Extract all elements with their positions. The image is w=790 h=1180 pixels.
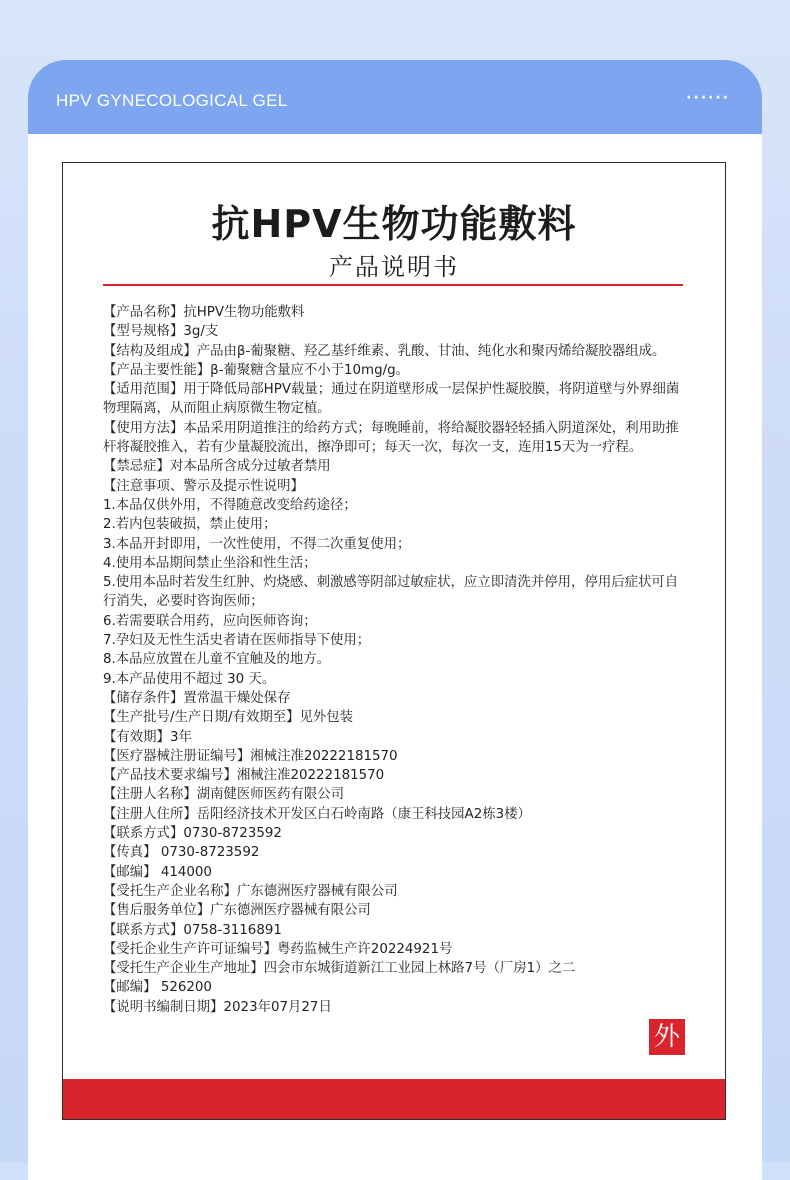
- body-line-compile-date: 【说明书编制日期】2023年07月27日: [103, 999, 332, 1015]
- body-line-precaution-2: 2.若内包装破损，禁止使用；: [103, 517, 277, 533]
- body-line-postcode-2: 【邮编】 526200: [103, 980, 212, 996]
- body-line-precautions-heading: 【注意事项、警示及提示性说明】: [103, 478, 304, 494]
- body-line-scope: 【适用范围】用于降低局部HPV载量；通过在阴道壁形成一层保护性凝胶膜，将阴道壁与外界细菌物理隔离，从而阻止病原微生物定植。: [103, 382, 680, 417]
- body-line-precaution-6: 6.若需要联合用药，应向医师咨询；: [103, 613, 317, 629]
- instruction-sheet: [62, 162, 726, 1120]
- body-line-precaution-4: 4.使用本品期间禁止坐浴和性生活；: [103, 555, 317, 571]
- body-line-precaution-3: 3.本品开封即用，一次性使用，不得二次重复使用；: [103, 536, 411, 552]
- body-line-usage: 【使用方法】本品采用阴道推注的给药方式；每晚睡前，将给凝胶器轻轻插入阴道深处，利用助推杆将凝胶推入，若有少量凝胶流出，擦净即可；每天一次，每次一支，连用15天为一疗程。: [103, 420, 679, 456]
- body-line-batch: 【生产批号/生产日期/有效期至】见外包装: [103, 710, 354, 726]
- body-line-performance: 【产品主要性能】β-葡聚糖含量应不小于10mg/g。: [103, 362, 410, 378]
- document-body: [103, 303, 687, 1017]
- body-line-validity: 【有效期】3年: [103, 729, 192, 745]
- body-line-contact-2: 【联系方式】0758-3116891: [103, 922, 282, 938]
- body-line-precaution-5: 5.使用本品时若发生红肿、灼烧感、刺激感等阴部过敏症状，应立即清洗并停用，停用后症状可自行消失，必要时咨询医师；: [103, 575, 679, 610]
- card-title: HPV GYNECOLOGICAL GEL: [56, 91, 288, 110]
- body-line-contact-1: 【联系方式】0730-8723592: [103, 826, 282, 842]
- document-subtitle: 产品说明书: [329, 253, 459, 281]
- body-line-after-sales: 【售后服务单位】广东德洲医疗器械有限公司: [103, 903, 371, 919]
- body-line-precaution-8: 8.本品应放置在儿童不宜触及的地方。: [103, 652, 331, 668]
- body-line-registrant-name: 【注册人名称】湖南健医师医药有限公司: [103, 787, 345, 803]
- product-card: [28, 60, 762, 1180]
- bottom-red-band: [63, 1079, 725, 1119]
- document-title: 抗HPV生物功能敷料: [211, 202, 577, 246]
- body-line-fax: 【传真】 0730-8723592: [103, 845, 260, 861]
- body-line-precaution-1: 1.本品仅供外用，不得随意改变给药途径；: [103, 497, 357, 513]
- title-divider: [103, 284, 683, 286]
- body-line-precaution-9: 9.本产品使用不超过 30 天。: [103, 671, 276, 687]
- body-line-contraindication: 【禁忌症】对本品所含成分过敏者禁用: [103, 459, 331, 475]
- more-dots-icon: ······: [686, 90, 730, 106]
- body-line-postcode-1: 【邮编】 414000: [103, 864, 212, 880]
- body-line-precaution-7: 7.孕妇及无性生活史者请在医师指导下使用；: [103, 633, 371, 649]
- body-line-registration-no: 【医疗器械注册证编号】湘械注准20222181570: [103, 748, 398, 764]
- body-line-tech-requirement-no: 【产品技术要求编号】湘械注准20222181570: [103, 768, 385, 784]
- body-line-model: 【型号规格】3g/支: [103, 324, 219, 340]
- body-line-manufacturer: 【受托生产企业名称】广东德洲医疗器械有限公司: [103, 883, 398, 899]
- body-line-composition: 【结构及组成】产品由β-葡聚糖、羟乙基纤维素、乳酸、甘油、纯化水和聚丙烯给凝胶器组成。: [103, 343, 666, 359]
- card-header: [28, 60, 762, 134]
- body-line-production-license: 【受托企业生产许可证编号】粤药监械生产许20224921号: [103, 941, 453, 957]
- external-use-seal-icon: 外: [649, 1019, 685, 1055]
- body-line-product-name: 【产品名称】抗HPV生物功能敷料: [103, 305, 305, 320]
- body-line-storage: 【储存条件】置常温干燥处保存: [103, 690, 291, 706]
- body-line-production-address: 【受托生产企业生产地址】四会市东城街道新江工业园上林路7号（厂房1）之二: [103, 961, 576, 977]
- body-line-registrant-address: 【注册人住所】岳阳经济技术开发区白石岭南路（康王科技园A2栋3楼）: [103, 806, 531, 822]
